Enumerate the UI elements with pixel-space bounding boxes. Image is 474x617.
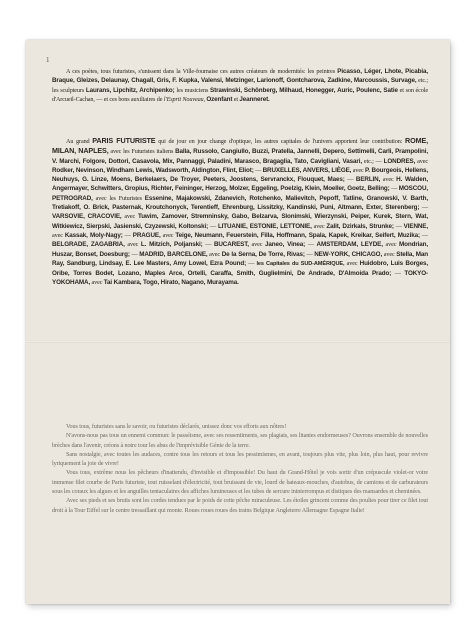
bold-names-run: Balla, Russolo, Cangiullo, Buzzi, Pratella, Jannelli, Depero, Settimelli, Carli, Prampolini, V. Marchi, Folgore, Dottori, Casavola, Mix, Pannaggi, Paladini, Marasco, Bragaglia, Tato, Cavigliani, Vasari, xyxy=(52,148,428,165)
bold-names-run: Strawinski, Schönberg, Milhaud, Honegger, Auric, Poulenc, Satie xyxy=(210,86,398,94)
bold-names-run: les Capitales du SUD-AMÉRIQUE, xyxy=(256,260,345,267)
text-run: avec xyxy=(380,176,397,184)
text-run: avec xyxy=(248,241,266,249)
text-run: avec xyxy=(121,213,138,221)
closing-paragraphs xyxy=(52,422,428,515)
bold-names-run: Tai Kambara, Togo, Hirato, Nagano, Murayama. xyxy=(103,279,239,287)
bold-names-run: PRAGUE, xyxy=(132,231,161,239)
text-run: — xyxy=(122,231,133,239)
text-run: avec xyxy=(382,241,400,249)
bold-names-run: Huidobro, Luis Borges, Oribe, Torres Bodet, Lozano, Maples Arce, Ortelli, Caraffa, Smith, Guglielmini, De Andrade, D'Almoida Prado; xyxy=(52,259,429,278)
paragraph-capitals xyxy=(52,136,428,288)
bold-names-run: LONDRES, xyxy=(383,157,416,165)
bold-names-run: Kassak, Moly-Nagy; xyxy=(64,231,123,239)
bold-names-run: BRUXELLES, ANVERS, LIÈGE, xyxy=(262,166,352,174)
bold-names-run: Tuwim, Zamover, Stremninsky, Gabo, Belzarva, Slonimski, Wierzynski, Peiper, Kurek, Stern, Wat, Witkiewicz, Sierpski, Jasienski, Czyzewski, Koltonski; xyxy=(52,213,428,230)
bold-names-run: ROME, MILAN, NAPLES, xyxy=(52,136,428,156)
text-run: l'Esprit Nouveau, xyxy=(163,95,205,103)
text-run: — xyxy=(389,185,399,193)
bold-names-run: Jeanneret. xyxy=(239,95,270,103)
bold-names-run: Stella, Man Ray, Sandburg, Lindsay, E. Lee Masters, Amy Lowel, Ezra Pound; xyxy=(52,250,429,267)
bold-names-run: H. Walden, Angermayer, Schwitters, Gropius, Richter, Feininger, Herzog, Molzer, Eggeling, Poelzig, Klein, Moeller, Goetz, Belling; xyxy=(52,176,428,193)
page-mark: 1 xyxy=(46,56,50,64)
bold-names-run: Laurans, Lipchitz, Archipenko; xyxy=(85,86,175,94)
text-run: — xyxy=(208,222,218,230)
closing-paragraph: N'avons-nous pas tous un ennemi commun: le passéisme, avec ses ressentiments, ses plagiats, ses litanies endormeuses? Ouvrons ensemble de nouvelles brèches dans l'avenir, créons à notre tour les abus de l'imprévisible Génie de la terre. xyxy=(52,432,428,449)
paragraph-artists xyxy=(52,67,428,104)
text-run: etc.; les sculpteurs xyxy=(52,77,429,94)
bold-names-run: BELGRADE, ZAGABRIA, xyxy=(52,241,125,249)
bold-names-run: Ozenfant xyxy=(206,95,233,103)
text-run: avec xyxy=(311,222,327,230)
closing-paragraph: Vous tous, extrême nous les pêcheurs d'inattendu, d'invisible et d'impossible! Du haut du Grand-Hôtel je vois sortir d'un crépuscule violet-or votre immense filet courbe de Paris futuriste, tout ruisselant d'électricité, tout bruissant de vie, lourd de bateaux-mouches, d'autobus, de camions et de carburateurs sous les coraux les algues et les anguilles tentaculaires des affiches lumineuses et les tubes de sercure ininterrompus et distiques des mansardes et cheminées. xyxy=(52,469,428,496)
bold-names-run: LITUANIE, ESTONIE, LETTONIE, xyxy=(217,222,312,230)
text-run: avec xyxy=(382,250,397,258)
text-run: — xyxy=(393,222,404,230)
bold-names-run: MADRID, BARCELONE, xyxy=(139,250,208,258)
bold-names-run: Teige, Neumann, Feuerstein, Filla, Hoffmann, Spala, Kapek, Kreikar, Seifert, Muzika; xyxy=(175,231,420,239)
text-run: avec xyxy=(52,231,65,239)
text-run: avec xyxy=(124,241,141,249)
text-run: et son école d'Arcueil-Cachan, — et ces bons auxiliaires de xyxy=(52,86,428,103)
text-run: — xyxy=(419,231,428,239)
text-run: — xyxy=(419,204,428,212)
bold-names-run: Essenine, Majakowski, Zdanevich, Rotchenko, Malievitch, Pepoff, Tatline, Granowski, V. Barth, Tretiakoff, O. Brick, Pasternak, Kroutchonyck, Terentieff, Ehrenburg, Lissitzky, Kandinski, Puni, Altmann, Exter, Sterenberg; xyxy=(52,194,428,212)
text-run: avec xyxy=(207,250,222,258)
bold-names-run: Rodker, Nevinson, Windham Lewis, Wadsworth, Aldington, Flint, Eliot; xyxy=(52,166,254,174)
text-run: avec xyxy=(344,259,360,267)
text-run: — xyxy=(305,241,317,249)
text-run: — xyxy=(202,241,214,249)
text-run: — xyxy=(129,250,140,258)
bold-names-run: Picasso, Léger, Lhote, Picabia, Braque, Gleizes, Delaunay, Chagall, Gris, F. Kupka, Valensi, Metzinger, Larionoff, Gontcharova, Zadkine, Marcoussis, Survage, xyxy=(52,68,428,85)
paper-fold-line xyxy=(26,340,450,343)
bold-names-run: Janeo, Vinea; xyxy=(265,241,306,249)
bold-names-run: BUCAREST, xyxy=(213,241,249,249)
text-run: avec les Futuristes italiens xyxy=(108,148,176,156)
text-run: avec les Futuristes xyxy=(92,194,145,202)
text-run: etc.; — xyxy=(361,157,384,165)
bold-names-run: MOSCOU, PETROGRAD, xyxy=(52,185,428,202)
closing-paragraph: Avec ses pieds et ses bruits sont les cordes tendues par le poids de cette pêche miraculeuse. Les étoiles grincent comme des poulies pour tirer ce filet tout droit à la Tour Eiffel sur le centre tressaillant qui monte. Roues roues roues des trains Belgique Angleterre Allemagne Espagne Italie! xyxy=(52,497,428,514)
text-run: — xyxy=(246,259,257,267)
text-run: — xyxy=(304,250,315,258)
closing-paragraph: Vous tous, futuristes sans le savoir, ou futuristes déclarés, unissez donc vos efforts aux nôtres! xyxy=(66,423,287,430)
bold-names-run: VARSOVIE, CRACOVIE, xyxy=(52,213,122,221)
text-run: — xyxy=(344,176,356,184)
bold-names-run: L. Mitzich, Poljanski; xyxy=(140,241,203,249)
text-run: A ces poètes, tous futuristes, s'unissent dans la Ville-fournaise ces autres créateurs de modernités: les peintres xyxy=(66,68,338,75)
text-run: — xyxy=(253,166,263,174)
bold-names-run: Mondrian, Huszar, Bonset, Doesburg; xyxy=(52,241,428,258)
bold-names-run: PARIS FUTURISTE xyxy=(92,136,156,145)
text-run: — xyxy=(391,270,405,278)
text-run: et xyxy=(232,95,240,103)
text-run: les musiciens xyxy=(174,86,211,94)
text-run: avec xyxy=(160,231,176,239)
bold-names-run: De la Serna, De Torre, Rivas; xyxy=(221,250,305,258)
text-run: qui de jour en jour change d'optique, les autres capitales de l'univers apportent leur contribution: xyxy=(155,138,406,145)
bold-names-run: VIENNE, xyxy=(403,222,428,230)
text-run: Au grand xyxy=(66,138,93,145)
bold-names-run: NEW-YORK, CHICAGO, xyxy=(314,250,383,258)
bold-names-run: BERLIN, xyxy=(355,176,381,184)
bold-names-run: TOKYO-YOKOHAMA, xyxy=(52,270,428,287)
closing-paragraph: Sans nostalgie, avec toutes les audaces, contre tous les retours et tous les pessimismes, en avant, toujours plus vite, plus loin, plus haut, pour revivre lyriquement la joie de vivre! xyxy=(52,450,428,468)
document-sheet xyxy=(26,40,450,604)
bold-names-run: P. Bourgeois, Hellens, Neuhuys, G. Linze, Moens, Berkelaers, De Troyer, Peeters, Joostens, Servranckx, Flouquet, Maes; xyxy=(52,166,428,184)
text-run: avec xyxy=(351,166,366,174)
text-run: avec xyxy=(90,279,104,287)
bold-names-run: AMSTERDAM, LEYDE, xyxy=(316,241,383,249)
bold-names-run: Zalit, Dzirkals, Strunke; xyxy=(326,222,394,230)
text-run: avec xyxy=(415,157,428,165)
